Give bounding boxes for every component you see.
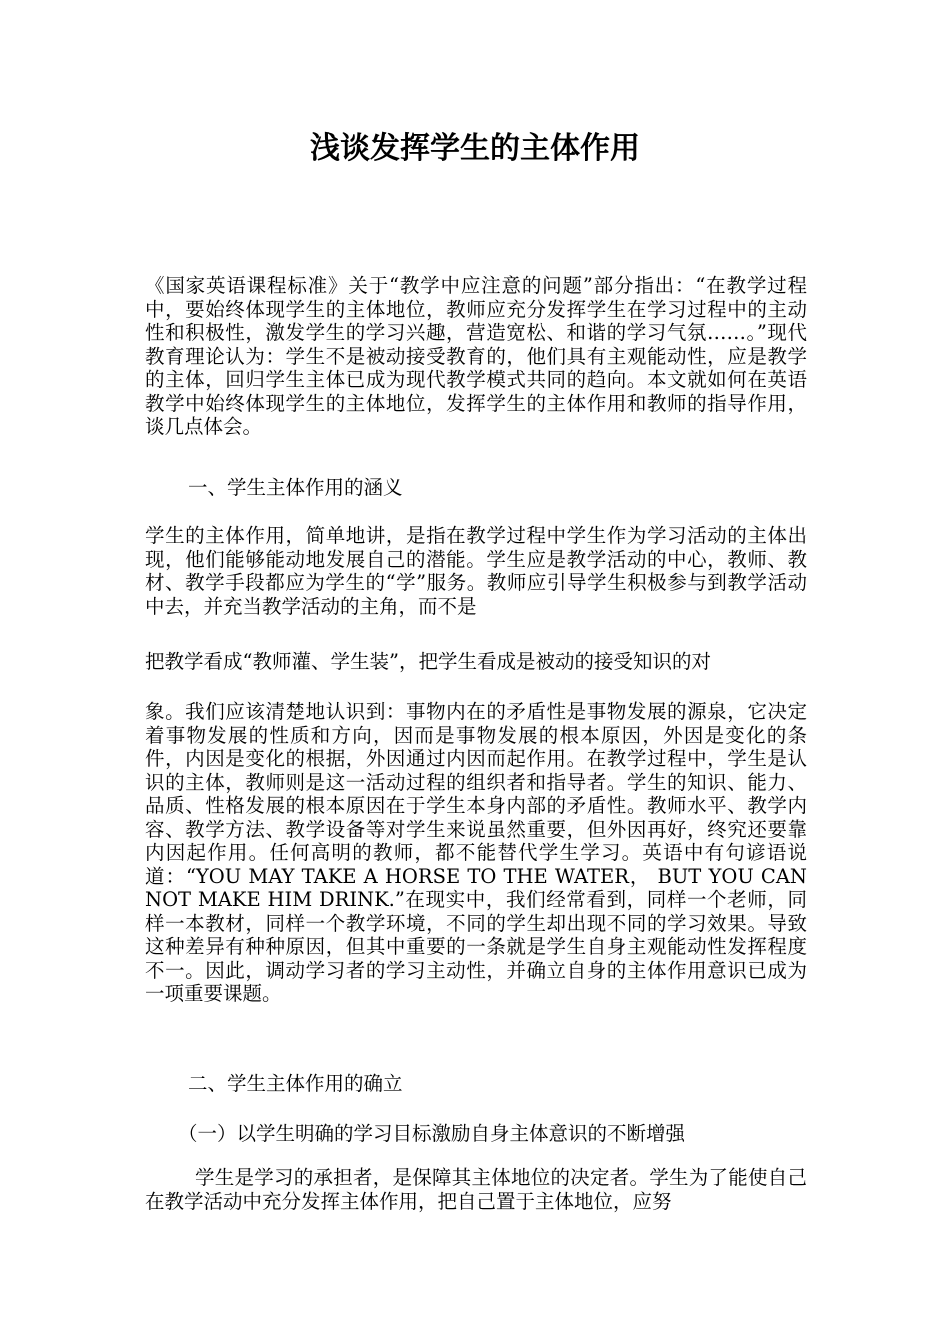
section2-1-paragraph-1: 学生是学习的承担者，是保障其主体地位的决定者。学生为了能使自己在教学活动中充分发挥主体作用，把自己置于主体地位，应努 — [145, 1166, 807, 1213]
section-heading-1: 一、学生主体作用的涵义 — [188, 476, 403, 499]
document-title: 浅谈发挥学生的主体作用 — [310, 131, 640, 166]
section1-paragraph-2: 把教学看成“教师灌、学生装”，把学生看成是被动的接受知识的对 — [145, 650, 711, 673]
section1-paragraph-1: 学生的主体作用，简单地讲，是指在教学过程中学生作为学习活动的主体出现，他们能够能动地发展自己的潜能。学生应是教学活动的中心，教师、教材、教学手段都应为学生的“学”服务。教师应引导学生积极参与到教学活动中去，并充当教学活动的主角，而不是 — [145, 524, 807, 618]
section1-paragraph-3: 象。我们应该清楚地认识到：事物内在的矛盾性是事物发展的源泉，它决定着事物发展的性质和方向，因而是事物发展的根本原因，外因是变化的条件，内因是变化的根据，外因通过内因而起作用。在教学过程中，学生是认识的主体，教师则是这一活动过程的组织者和指导者。学生的知识、能力、品质、性格发展的根本原因在于学生本身内部的矛盾性。教师水平、教学内容、教学方法、教学设备等对学生来说虽然重要，但外因再好，终究还要靠内因起作用。任何高明的教师，都不能替代学生学习。英语中有句谚语说道：“YOU MAY TAKE A HORSE TO THE WATER， BUT YOU CAN NOT MAKE HIM DRINK.”在现实中，我们经常看到，同样一个老师，同样一本教材，同样一个教学环境，不同的学生却出现不同的学习效果。导致这种差异有种种原因，但其中重要的一条就是学生自身主观能动性发挥程度不一。因此，调动学习者的学习主动性，并确立自身的主体作用意识已成为一项重要课题。 — [145, 700, 807, 1005]
intro-paragraph: 《国家英语课程标准》关于“教学中应注意的问题”部分指出：“在教学过程中，要始终体现学生的主体地位，教师应充分发挥学生在学习过程中的主动性和积极性，激发学生的学习兴趣，营造宽松、和谐的学习气氛……。”现代教育理论认为：学生不是被动接受教育的，他们具有主观能动性，应是教学的主体，回归学生主体已成为现代教学模式共同的趋向。本文就如何在英语教学中始终体现学生的主体地位，发挥学生的主体作用和教师的指导作用，谈几点体会。 — [145, 274, 807, 438]
subsection-heading-2-1: （一）以学生明确的学习目标激励自身主体意识的不断增强 — [178, 1122, 686, 1145]
section-heading-2: 二、学生主体作用的确立 — [188, 1072, 403, 1095]
